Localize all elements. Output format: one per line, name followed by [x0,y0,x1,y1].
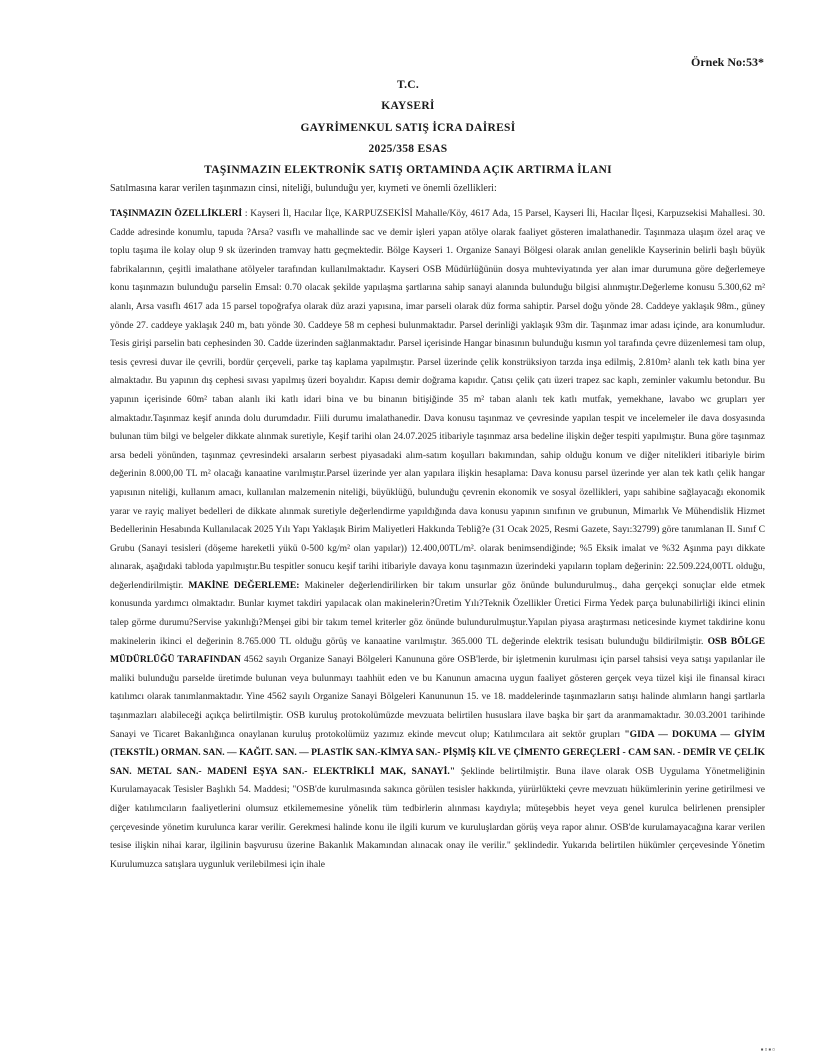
section-label: TAŞINMAZIN ÖZELLİKLERİ [110,208,243,219]
osb-label: OSB BÖLGE MÜDÜRLÜĞÜ TARAFINDAN [110,635,766,666]
corner-mark-icon: ▪▫▪▫ [760,1045,776,1054]
paragraph-machinery: Makineler değerlendirilirken bir takım unsurlar göz önünde bulundurulmuş., daha gerçekçi sonuçlar elde etmek konusunda yardımcı olmaktadır. Bunlar kıymet takdiri yapılacak olan makinelerin?Üretim Yılı?Teknik Özellikler Üretici Firma Yedek parça bulunabilirliği ikinci elinin talep görme durumu?Servise yakınlığı?Menşei gibi bir takım temel kriterler göz önünde bulundurulmuştur.Yapılan piyasa araştırması neticesinde kıymet takdirine konu makinelerin ikinci el değerinin 8.765.000 TL olduğu görüş ve kanaatine varılmıştır. 365.000 TL değerinde elektrik tesisatı bulunduğu bildirilmiştir. [110,579,765,647]
header-country: T.C. [396,79,420,91]
sector-list: "GIDA — DOKUMA — GİYİM (TEKSTİL) ORMAN. SAN. — KAĞIT. SAN. — PLASTİK SAN.-KİMYA SAN.- PİŞMİŞ KİL VE ÇİMENTO GEREÇLERİ - CAM SAN. - DEMİR VE ÇELİK SAN. METAL SAN.- MADENİ EŞYA SAN.- ELEKTRİKLİ MAK, SANAYİ." [110,728,766,777]
sample-number: Örnek No:53* [691,55,764,69]
header-city: KAYSERİ [381,100,435,112]
machinery-label: MAKİNE DEĞERLEME: [188,579,300,591]
paragraph-property: : Kayseri İl, Hacılar İlçe, KARPUZSEKİSİ Mahalle/Köy, 4617 Ada, 15 Parsel, Kayseri İli, Hacılar İlçesi, Karpuzsekisi Mahallesi. 30. Cadde adresinde konumlu, tapuda ?Arsa? vasıflı ve mahallinde sac ve demir işleri yapan atölye olarak faaliyet gösteren imalathanedir. Taşınmaza ulaşım özel araç ve toplu taşıma ile kolay olup 9 sk üzerinden tramvay hattı geçmektedir. Bölge Kayseri 1. Organize Sanayi Bölgesi olarak anılan genelikle Kayserinin belirli başlı büyük fabrikalarının, çeşitli imalathane atölyeler tarafından kullanılmaktadır. Kayseri OSB Müdürlüğünün dosya muhteviyatında yer alan imar durumuna göre değerlemeye konu taşınmazın bulunduğu parselin Emsal: 0.70 olacak şekilde yapılaşma şartlarına sahip sanayi alanında bulunduğu bilgisi alınmıştır.Değerleme konusu 5.300,62 m² alanlı, Arsa vasıflı 4617 ada 15 parsel topoğrafya olarak düz arazi yapısına, imar parseli olarak düz forma sahiptir. Parsel doğu yönde 28. Caddeye yaklaşık 98m., güney yönde 27. caddeye yaklaşık 240 m, batı yönde 30. Caddeye 58 m cephesi bulunmaktadır. Parsel derinliği yaklaşık 93m dir. Taşınmaz imar adası içinde, ara konumludur. Tesis girişi parselin batı cephesinden 30. Cadde üzerinden sağlanmaktadır. Parsel içerisinde Hangar binasının bulunduğu kısmın yol tarafında çevre düzenlemesi tam olup, tesis çevresi duvar ile çevrili, bordür çerçeveli, parke taş kaplama yapılmıştır. Parsel üzerinde çelik konstrüksiyon tarzda inşa edilmiş, 2.810m² alanlı tek katlı bina yer almaktadır. Bu yapının dış cephesi sıvası yapılmış üzeri boyalıdır. Kapısı demir doğrama kapıdır. Çatısı çelik çatı üzeri trapez sac kaplı, zeminler vakumlu betondur. Bu yapının içerisinde 60m² taban alanlı iki katlı idari bina ve bu binanın bitişiğinde 35 m² taban alanlı tek katlı mutfak, yemekhane, lavabo wc grupları yer almaktadır.Taşınmaz keşif anında dolu durumdadır. Fiili durumu imalathanedir. Dava konusu taşınmaz ve çevresinde yapılan tespit ve incelemeler ile dava dosyasında bulunan tüm bilgi ve belgeler dikkate alınmak suretiyle, Keşif tarihi olan 24.07.2025 itibariyle taşınmaz arsa bedeline ilişkin değer tespiti yapılmıştır. Buna göre taşınmaz arsa bedeli yönünden, taşınmaz çevresindeki arsaların serbest piyasadaki alım-satım koşulları bakımından, sahip olduğu konum ve diğer nitelikleri itibariyle birim değerinin 8.000,00 TL m² olacağı kanaatine varılmıştır.Parsel üzerinde yer alan yapılara ilişkin hesaplama: Dava konusu parsel üzerinde yer alan tek katlı çelik hangar yapısının niteliği, kullanım amacı, kullanılan malzemenin niteliği, büyüklüğü, bulunduğu çevrenin ekonomik ve sosyal özellikleri, yapı sahibine sağlayacağı ekonomik yarar ve rayiç maliyet bedelleri de dikkate alınmak suretiyle değerlendirme yapıldığında dava konusu yapının sınıfının ve grubunun, Mimarlık Ve Mühendislik Hizmet Bedellerinin Hesabında Kullanılacak 2025 Yılı Yapı Yaklaşık Birim Maliyetleri Hakkında Tebliğ?e (31 Ocak 2025, Resmi Gazete, Sayı:32799) göre tanımlanan II. Sınıf C Grubu (Sanayi tesisleri (döşeme hareketli yükü 0-500 kg/m² olan yapılar)) 12.400,00TL/m². olarak benimsendiğinde; %5 Eksik imalat ve %32 Aşınma payı dikkate alınarak, aşağıdaki tabloda yapılmıştır.Bu tespitler sonucu keşif tarihi itibariyle davaya konu taşınmazın üzerindeki yapıların toplam değerinin: 22.509.224,00TL olduğu, değerlendirilmiştir. [110,208,765,591]
header-office: GAYRİMENKUL SATIŞ İCRA DAİRESİ [300,122,516,134]
header-announcement-title: TAŞINMAZIN ELEKTRONİK SATIŞ ORTAMINDA AÇIK ARTIRMA İLANI [204,164,612,176]
intro-line: Satılmasına karar verilen taşınmazın cinsi, niteliği, bulunduğu yer, kıymeti ve önemli özellikleri: [110,183,497,194]
paragraph-osb: 4562 sayılı Organize Sanayi Bölgeleri Kanununa göre OSB'lerde, bir işletmenin kurulması için parsel tahsisi veya satışı yapılanlar ile maliki bulunduğu parselde üretimde bulunan veya bulunmayı taahhüt eden ve bu Kanunun amacına uygun faaliyet gösteren gerçek veya tüzel kişi ile finansal kiracı katılımcı olarak tanımlanmaktadır. Yine 4562 sayılı Organize Sanayi Bölgeleri Kanununun 15. ve 18. maddelerinde taşınmazların satışı halinde alımların hangi şartlarla taşınmazları alabileceği açıkça belirtilmiştir. OSB kuruluş protokolümüzde mevzuata belirtilen hususlara ilave başka bir şart da aranmamaktadır. 30.03.2001 tarihinde Sanayi ve Ticaret Bakanlığınca onaylanan kuruluş protokolümüz yazımız ekinde mevcut olup; Katılımcılara ait sektör grupları [110,654,765,740]
paragraph-osb-rest: Şeklinde belirtilmiştir. Buna ilave olarak OSB Uygulama Yönetmeliğinin Kurulamayacak Tesisler Başlıklı 54. Maddesi; "OSB'de kurulmasında sakınca görülen tesisler hakkında, yürürlükteki çevre mevzuatı hükümlerinin yerine getirilmesi ve diğer katılımcıların faaliyetlerini olumsuz etkilememesine yönelik tüm tedbirlerin alınması kaydıyla; müteşebbis heyet veya genel kurulca belirlenen prensipler çerçevesinde yönetim kurulunca karar verilir. Gerekmesi halinde konu ile ilgili kurum ve kuruluşlardan görüş veya rapor alınır. OSB'de kurulamayacağına karar verilen tesise ilişkin nihai karar, ilgilinin başvurusu üzerine Bakanlık Makamından alınacak onay ile verilir." şeklindedir. Yukarıda belirtilen hükümler çerçevesinde Yönetim Kurulumuzca satışlara uygunluk verilebilmesi için ihale [110,765,765,870]
header-case-number: 2025/358 ESAS [368,143,448,155]
property-description [110,205,765,874]
